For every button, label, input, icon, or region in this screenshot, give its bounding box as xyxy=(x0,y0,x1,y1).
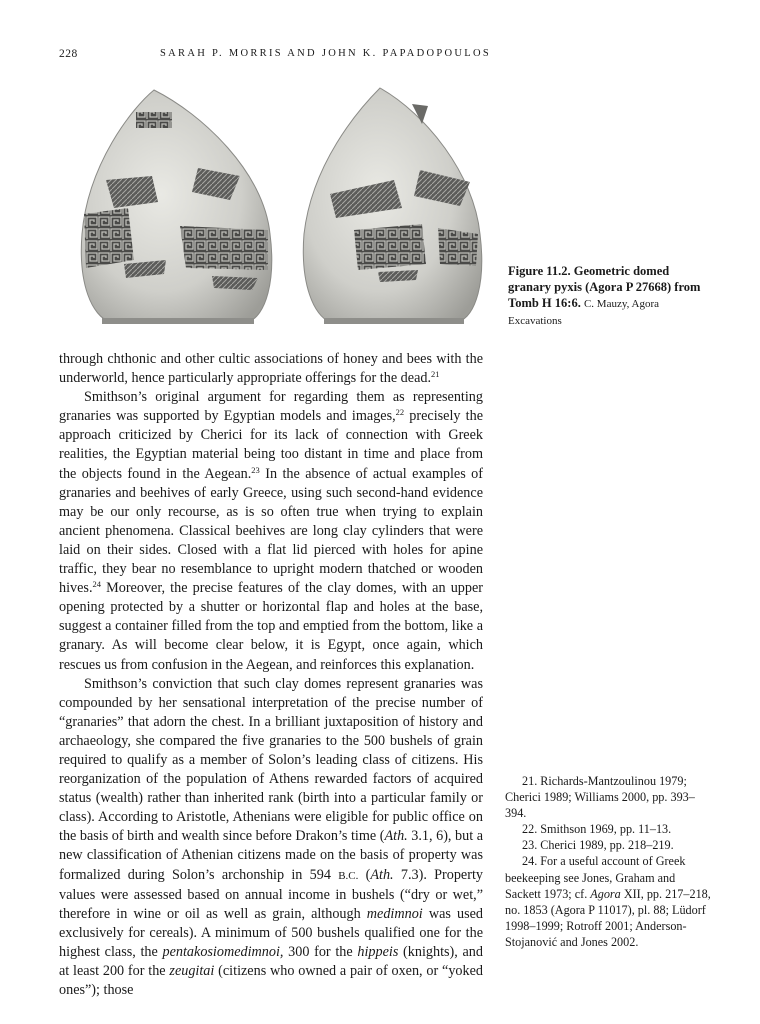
footnote-24-text-a: 24. For a useful account of Greek beekeeping see Jones, Graham and Sackett 1973; cf. xyxy=(505,854,686,901)
p3-text-g: (knights), and at least 200 for the xyxy=(59,943,483,979)
term-medimnoi: medimnoi xyxy=(366,905,423,922)
term-hippeis: hippeis xyxy=(357,943,399,960)
p3-text-b: 3.1, 6), but a new classification of Athenian citizens made on the basis of property was formalized during Solon’s archonship in 594 xyxy=(59,828,483,883)
p3-text-f: 300 for the xyxy=(283,943,358,960)
ath-ref-1: Ath. xyxy=(384,828,408,845)
body-text xyxy=(59,350,483,1000)
p1-text: through chthonic and other cultic associations of honey and bees with the underworld, hence particularly appropriate offerings for the dead. xyxy=(59,351,483,387)
p3-text-d: 7.3). Property values were assessed based on annual income in bushels (“dry or wet,” therefore in wine or oil as well as grain, although xyxy=(59,866,483,922)
bc-abbrev: B.C. xyxy=(338,869,359,882)
footnote-ref-21[interactable]: 21 xyxy=(431,369,440,380)
p3-text-a: Smithson’s conviction that such clay domes represent granaries was compounded by her sensational interpretation of the precise number of “granaries” that adorn the chest. In a brilliant juxtaposition of history and archaeology, she compared the five granaries to the 500 bushels of grain required to qualify as a member of Solon’s leading class of citizens. His reorganization of the population of Athens rewarded factors of acquired status (wealth) rather than inherited rank (birth into a particular family or class). According to Aristotle, Athenians were eligible for public office on the basis of birth and wealth since before Drakon’s time ( xyxy=(59,675,483,845)
caption-title: Figure 11.2. Geometric domed granary pyxis (Agora P 27668) from Tomb H 16:6. xyxy=(508,264,701,310)
pyxis-photograph xyxy=(62,84,492,332)
footnote-22: 22. Smithson 1969, pp. 11–13. xyxy=(522,822,672,837)
footnote-24-agora: Agora xyxy=(590,886,621,901)
term-zeugitai: zeugitai xyxy=(169,963,215,979)
paragraph-3 xyxy=(59,675,483,1001)
p2-text-a: Smithson’s original argument for regarding them as representing granaries was supported by Egyptian models and images, xyxy=(59,389,483,425)
p2-text-c: In the absence of actual examples of granaries and beehives of early Greece, using such second-hand evidence may be our only recourse, as is so often true when trying to explain ancient phenomena. Classical beehives are long clay cylinders that were laid on their sides. Closed with a flat lid pierced with holes for apine traffic, they bear no resemblance to upright modern thatched or wooden hives. xyxy=(59,465,483,597)
page-number: 228 xyxy=(59,48,78,60)
footnote-24 xyxy=(505,853,712,950)
footnotes xyxy=(505,773,712,950)
paragraph-1 xyxy=(59,350,483,388)
p2-text-b: precisely the approach criticized by Cherici for its lack of connection with Greek realities, the Egyptian material being too distant in time and place from the objects found in the Aegean. xyxy=(59,408,483,482)
p3-text-c: ( xyxy=(358,866,371,883)
right-pyxis xyxy=(303,88,481,324)
footnote-ref-23[interactable]: 23 xyxy=(251,464,260,475)
footnote-21: 21. Richards-Mantzoulinou 1979; Cherici 1989; Williams 2000, pp. 393–394. xyxy=(505,774,695,821)
caption-credit: C. Mauzy, Agora Excavations xyxy=(508,298,660,327)
p2-text-d: Moreover, the precise features of the clay domes, with an upper opening protected by a shutter or horizontal flap and holes at the base, suggest a container filled from the top and emptied from the bottom, like a granary. As will become clear below, it is Egypt, once again, which rescues us from confusion in the Aegean, and reinforces this explanation. xyxy=(59,580,483,673)
figure-granary-pyxis xyxy=(62,84,492,332)
p3-text-h: (citizens who owned a pair of oxen, or “yoked ones”); those xyxy=(59,963,483,999)
footnote-ref-22[interactable]: 22 xyxy=(395,407,405,418)
p3-text-e: was used exclusively for cereals). A minimum of 500 bushels qualified one for the highest class, the xyxy=(59,905,483,960)
ath-ref-2: Ath. xyxy=(370,866,394,883)
figure-caption xyxy=(508,263,708,329)
left-pyxis xyxy=(81,90,271,324)
running-head: SARAH P. MORRIS AND JOHN K. PAPADOPOULOS xyxy=(160,48,492,59)
footnote-24-text-b: XII, pp. 217–218, no. 1853 (Agora P 11017), pl. 88; Lüdorf 1998–1999; Rotroff 2001; Anderson-Stojanović and Jones 2002. xyxy=(505,886,711,949)
footnote-ref-24[interactable]: 24 xyxy=(92,579,101,590)
paragraph-2 xyxy=(59,388,483,674)
term-pentakosiomedimnoi: pentakosiomedimnoi, xyxy=(162,943,284,960)
footnote-23: 23. Cherici 1989, pp. 218–219. xyxy=(522,838,674,853)
